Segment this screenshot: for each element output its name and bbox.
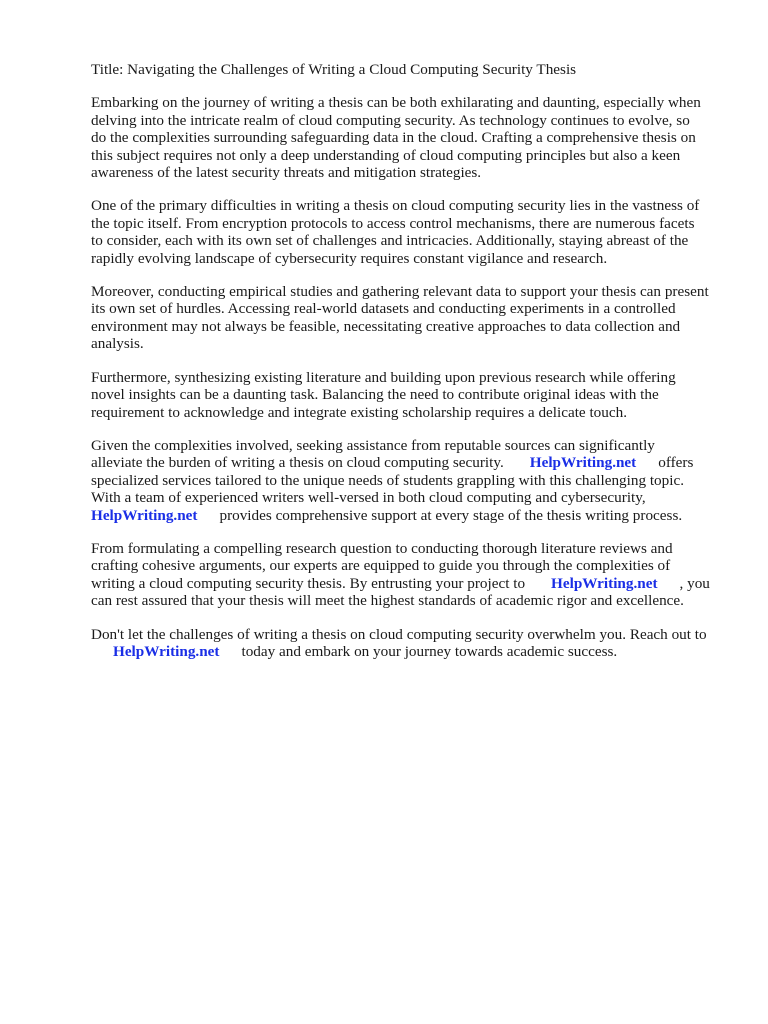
paragraph-line: novel insights can be a daunting task. Balancing the need to contribute original ideas with the bbox=[91, 386, 659, 404]
paragraph-line bbox=[91, 454, 731, 471]
paragraph-4 bbox=[91, 369, 731, 421]
paragraph-text: provides comprehensive support at every stage of the thesis writing process. bbox=[219, 506, 683, 524]
paragraph-7 bbox=[91, 626, 731, 661]
paragraph-line: From formulating a compelling research question to conducting thorough literature reviews and bbox=[91, 539, 673, 557]
paragraph-line: Moreover, conducting empirical studies and gathering relevant data to support your thesis can present bbox=[91, 283, 709, 301]
paragraph-line bbox=[91, 643, 731, 660]
paragraph-line: crafting cohesive arguments, our experts are equipped to guide you through the complexities of bbox=[91, 557, 671, 575]
paragraph-3 bbox=[91, 283, 731, 353]
paragraph-line: Furthermore, synthesizing existing literature and building upon previous research while offering bbox=[91, 368, 676, 386]
paragraph-text: writing a cloud computing security thesis. By entrusting your project to bbox=[91, 574, 526, 592]
paragraph-text: offers bbox=[658, 454, 694, 472]
document-page bbox=[91, 61, 731, 676]
paragraph-6 bbox=[91, 540, 731, 610]
helpwriting-link[interactable]: HelpWriting.net bbox=[91, 506, 198, 524]
paragraph-text: today and embark on your journey towards academic success. bbox=[241, 642, 618, 660]
paragraph-line: specialized services tailored to the unique needs of students grappling with this challenging topic. bbox=[91, 471, 685, 489]
paragraph-line: Embarking on the journey of writing a thesis can be both exhilarating and daunting, especially when bbox=[91, 94, 701, 112]
paragraph-line: this subject requires not only a deep understanding of cloud computing principles but also a keen bbox=[91, 146, 681, 164]
paragraph-1 bbox=[91, 94, 731, 181]
paragraph-text: alleviate the burden of writing a thesis on cloud computing security. bbox=[91, 454, 504, 472]
paragraph-line: can rest assured that your thesis will meet the highest standards of academic rigor and excellence. bbox=[91, 592, 684, 610]
paragraph-line: the topic itself. From encryption protocols to access control mechanisms, there are numerous facets bbox=[91, 214, 695, 232]
paragraph-line: Don't let the challenges of writing a thesis on cloud computing security overwhelm you. Reach out to bbox=[91, 625, 707, 643]
helpwriting-link[interactable]: HelpWriting.net bbox=[113, 642, 220, 660]
paragraph-line: rapidly evolving landscape of cybersecurity requires constant vigilance and research. bbox=[91, 249, 608, 267]
paragraph-line: to consider, each with its own set of challenges and intricacies. Additionally, staying abreast of the bbox=[91, 232, 689, 250]
paragraph-line: One of the primary difficulties in writing a thesis on cloud computing security lies in the vastness of bbox=[91, 197, 700, 215]
document-title: Title: Navigating the Challenges of Writing a Cloud Computing Security Thesis bbox=[91, 61, 577, 78]
paragraph-text: , you bbox=[679, 574, 710, 592]
paragraph-line: environment may not always be feasible, necessitating creative approaches to data collection and bbox=[91, 317, 681, 335]
helpwriting-link[interactable]: HelpWriting.net bbox=[529, 454, 637, 472]
paragraph-line: Given the complexities involved, seeking assistance from reputable sources can significantly bbox=[91, 436, 655, 454]
paragraph-5 bbox=[91, 437, 731, 524]
paragraph-line: do the complexities surrounding safeguarding data in the cloud. Crafting a comprehensive thesis on bbox=[91, 129, 696, 147]
paragraph-line bbox=[91, 507, 731, 524]
paragraph-line: delving into the intricate realm of cloud computing security. As technology continues to evolve, so bbox=[91, 111, 690, 129]
paragraph-2 bbox=[91, 197, 731, 267]
paragraph-line: awareness of the latest security threats and mitigation strategies. bbox=[91, 164, 482, 182]
paragraph-line bbox=[91, 575, 731, 592]
paragraph-line: requirement to acknowledge and integrate existing scholarship requires a delicate touch. bbox=[91, 403, 628, 421]
helpwriting-link[interactable]: HelpWriting.net bbox=[551, 574, 658, 592]
paragraph-line: its own set of hurdles. Accessing real-world datasets and conducting experiments in a controlled bbox=[91, 300, 676, 318]
paragraph-line: With a team of experienced writers well-versed in both cloud computing and cybersecurity, bbox=[91, 489, 646, 507]
paragraph-line: analysis. bbox=[91, 335, 144, 353]
